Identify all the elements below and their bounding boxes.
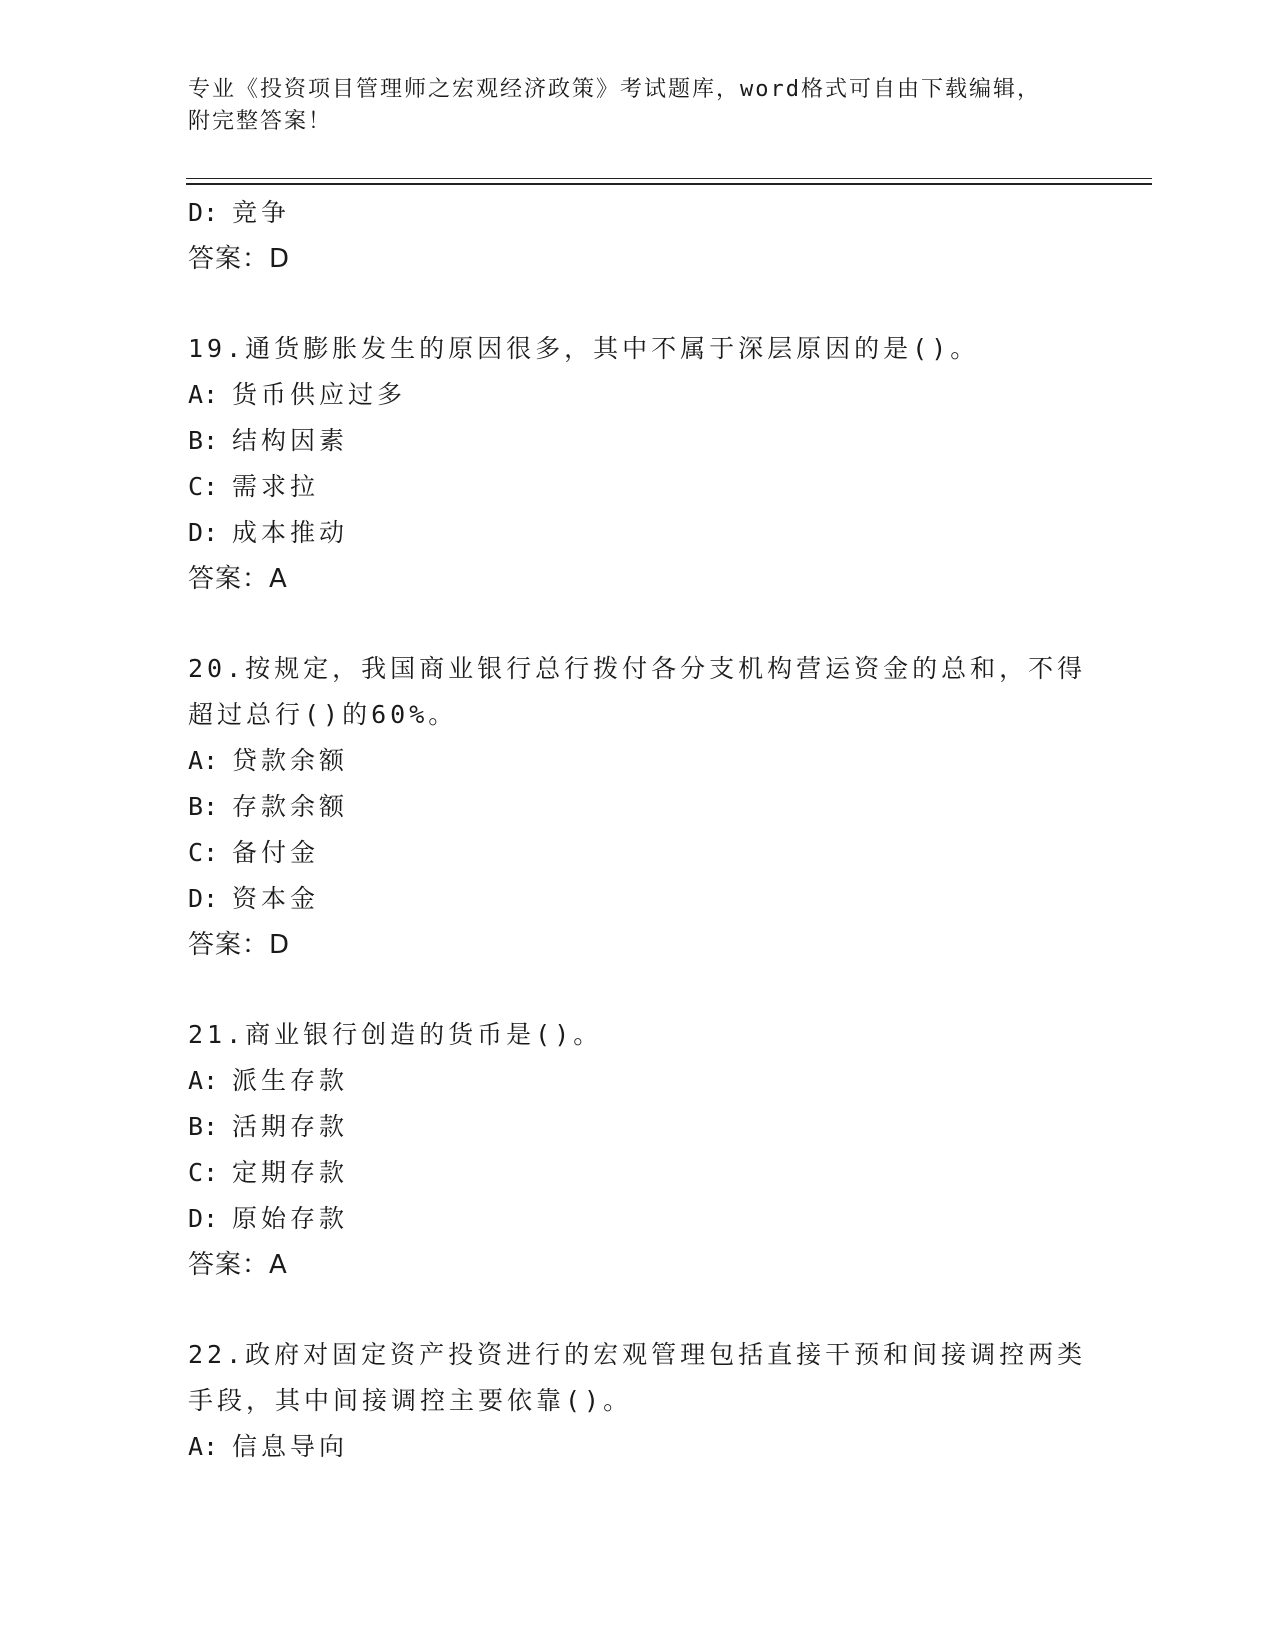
question-block [188,1012,1088,1288]
document-header [188,74,1088,138]
question-block [188,326,1088,602]
option-text: 存款余额 [232,792,349,821]
option-line [188,418,1088,464]
option-line [188,1196,1088,1242]
option-letter: C: [188,838,219,867]
option-text: 贷款余额 [232,746,349,775]
document-body [188,190,1088,1470]
option-line [188,876,1088,922]
question-block [188,1332,1088,1470]
header-rule-thin [186,178,1152,179]
question-gap [188,1288,1088,1332]
question-stem-line: 手段，其中间接调控主要依靠()。 [188,1386,633,1415]
option-letter: A: [188,1432,219,1461]
option-line [188,190,1088,236]
header-line-1: 专业《投资项目管理师之宏观经济政策》考试题库，word格式可自由下载编辑， [188,77,1041,102]
answer-line: 答案：D [188,930,291,960]
option-line [188,1058,1088,1104]
option-text: 派生存款 [232,1066,349,1095]
question-stem-line: 19.通货膨胀发生的原因很多，其中不属于深层原因的是()。 [188,334,980,363]
option-letter: B: [188,426,219,455]
answer-line: 答案：A [188,1250,288,1280]
option-text: 成本推动 [232,518,349,547]
option-text: 资本金 [232,884,320,913]
option-text: 货币供应过多 [232,380,407,409]
option-line [188,372,1088,418]
option-letter: A: [188,1066,219,1095]
option-text: 活期存款 [232,1112,349,1141]
question-stem-line: 20.按规定，我国商业银行总行拨付各分支机构营运资金的总和，不得 [188,654,1087,683]
question-gap [188,968,1088,1012]
option-line [188,510,1088,556]
option-letter: C: [188,472,219,501]
question-stem-line: 超过总行()的60%。 [188,700,458,729]
option-line [188,1104,1088,1150]
option-line [188,784,1088,830]
option-letter: D: [188,518,219,547]
option-text: 备付金 [232,838,320,867]
option-line [188,738,1088,784]
option-text: 需求拉 [232,472,320,501]
header-rule-thick [186,183,1152,185]
option-letter: A: [188,746,219,775]
option-letter: D: [188,198,219,227]
option-line [188,830,1088,876]
answer-line: 答案：A [188,564,288,594]
option-text: 信息导向 [232,1432,349,1461]
option-line [188,1424,1088,1470]
option-letter: B: [188,1112,219,1141]
question-gap [188,282,1088,326]
header-line-2: 附完整答案！ [188,109,333,134]
option-letter: D: [188,1204,219,1233]
question-stem-line: 22.政府对固定资产投资进行的宏观管理包括直接干预和间接调控两类 [188,1340,1087,1369]
question-block [188,646,1088,968]
option-text: 竞争 [232,198,291,227]
option-line [188,1150,1088,1196]
option-text: 定期存款 [232,1158,349,1187]
option-letter: C: [188,1158,219,1187]
question-stem-line: 21.商业银行创造的货币是()。 [188,1020,603,1049]
option-text: 原始存款 [232,1204,349,1233]
option-letter: D: [188,884,219,913]
option-letter: A: [188,380,219,409]
option-text: 结构因素 [232,426,349,455]
answer-line: 答案：D [188,244,291,274]
question-gap [188,602,1088,646]
option-line [188,464,1088,510]
option-letter: B: [188,792,219,821]
